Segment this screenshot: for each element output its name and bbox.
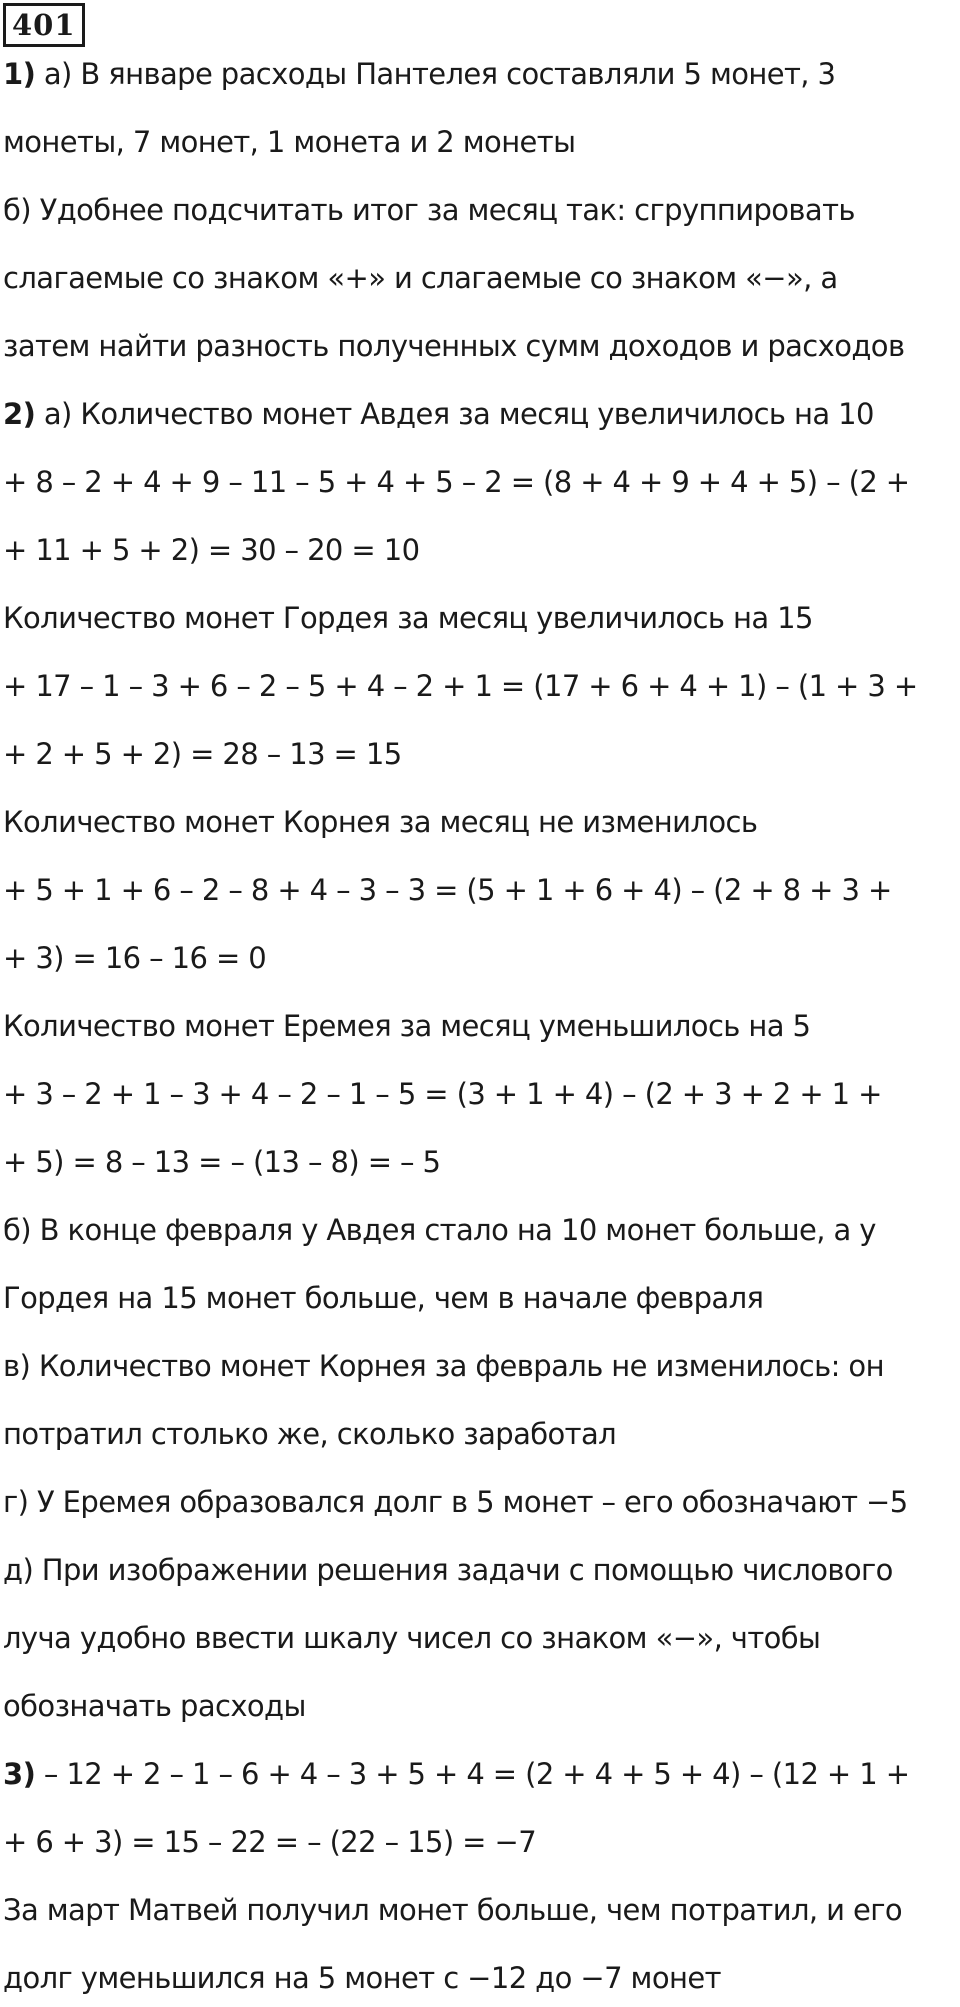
text-line — [3, 1074, 882, 1114]
line-text: + 17 – 1 – 3 + 6 – 2 – 5 + 4 – 2 + 1 = (17 + 6 + 4 + 1) – (1 + 3 + — [3, 669, 918, 703]
line-text: обозначать расходы — [3, 1689, 306, 1723]
text-line — [3, 802, 757, 842]
line-text: слагаемые со знаком «+» и слагаемые со знаком «−», а — [3, 261, 838, 295]
text-line — [3, 1006, 810, 1046]
text-line — [3, 462, 910, 502]
text-line — [3, 258, 838, 298]
line-text: б) В конце февраля у Авдея стало на 10 монет больше, а у — [3, 1213, 876, 1247]
line-text: потратил столько же, сколько заработал — [3, 1417, 617, 1451]
text-line — [3, 1346, 884, 1386]
text-line — [3, 122, 575, 162]
line-text: затем найти разность полученных сумм доходов и расходов — [3, 329, 905, 363]
text-line — [3, 666, 918, 706]
text-line — [3, 326, 904, 366]
task-number-box: 401 — [3, 3, 85, 47]
section-number: 3) — [3, 1757, 36, 1791]
text-line — [3, 1482, 908, 1522]
text-line — [3, 54, 835, 94]
text-line — [3, 1822, 536, 1862]
line-text: За март Матвей получил монет больше, чем потратил, и его — [3, 1893, 903, 1927]
line-text: + 11 + 5 + 2) = 30 – 20 = 10 — [3, 533, 420, 567]
line-text: + 8 – 2 + 4 + 9 – 11 – 5 + 4 + 5 – 2 = (8 + 4 + 9 + 4 + 5) – (2 + — [3, 465, 910, 499]
text-line — [3, 190, 855, 230]
text-line — [3, 1618, 820, 1658]
text-line — [3, 1958, 721, 1998]
text-line — [3, 1210, 876, 1250]
line-text: Количество монет Гордея за месяц увеличилось на 15 — [3, 601, 813, 635]
line-text: Гордея на 15 монет больше, чем в начале февраля — [3, 1281, 764, 1315]
text-line — [3, 530, 419, 570]
section-number: 1) — [3, 57, 36, 91]
line-text: + 6 + 3) = 15 – 22 = – (22 – 15) = −7 — [3, 1825, 537, 1859]
text-line — [3, 1754, 909, 1794]
text-line — [3, 1278, 763, 1318]
line-text: луча удобно ввести шкалу чисел со знаком «−», чтобы — [3, 1621, 821, 1655]
line-text: д) При изображении решения задачи с помощью числового — [3, 1553, 893, 1587]
line-text: б) Удобнее подсчитать итог за месяц так: сгруппировать — [3, 193, 855, 227]
line-text: + 5 + 1 + 6 – 2 – 8 + 4 – 3 – 3 = (5 + 1 + 6 + 4) – (2 + 8 + 3 + — [3, 873, 892, 907]
text-line — [3, 938, 266, 978]
line-text: монеты, 7 монет, 1 монета и 2 монеты — [3, 125, 576, 159]
line-text: а) В январе расходы Пантелея составляли 5 монет, 3 — [35, 57, 836, 91]
line-text: + 2 + 5 + 2) = 28 – 13 = 15 — [3, 737, 402, 771]
text-line — [3, 1414, 616, 1454]
line-text: + 3 – 2 + 1 – 3 + 4 – 2 – 1 – 5 = (3 + 1 + 4) – (2 + 3 + 2 + 1 + — [3, 1077, 882, 1111]
line-text: – 12 + 2 – 1 – 6 + 4 – 3 + 5 + 4 = (2 + 4 + 5 + 4) – (12 + 1 + — [35, 1757, 910, 1791]
text-line — [3, 1142, 440, 1182]
text-line — [3, 1550, 893, 1590]
text-line — [3, 870, 892, 910]
text-line — [3, 1890, 902, 1930]
text-line — [3, 1686, 306, 1726]
text-line — [3, 598, 813, 638]
section-number: 2) — [3, 397, 36, 431]
line-text: Количество монет Корнея за месяц не изменилось — [3, 805, 758, 839]
line-text: а) Количество монет Авдея за месяц увеличилось на 10 — [35, 397, 874, 431]
line-text: долг уменьшился на 5 монет с −12 до −7 монет — [3, 1961, 721, 1995]
text-line — [3, 394, 874, 434]
line-text: в) Количество монет Корнея за февраль не изменилось: он — [3, 1349, 884, 1383]
text-line — [3, 734, 402, 774]
line-text: + 5) = 8 – 13 = – (13 – 8) = – 5 — [3, 1145, 441, 1179]
line-text: г) У Еремея образовался долг в 5 монет – его обозначают −5 — [3, 1485, 908, 1519]
line-text: + 3) = 16 – 16 = 0 — [3, 941, 267, 975]
line-text: Количество монет Еремея за месяц уменьшилось на 5 — [3, 1009, 811, 1043]
